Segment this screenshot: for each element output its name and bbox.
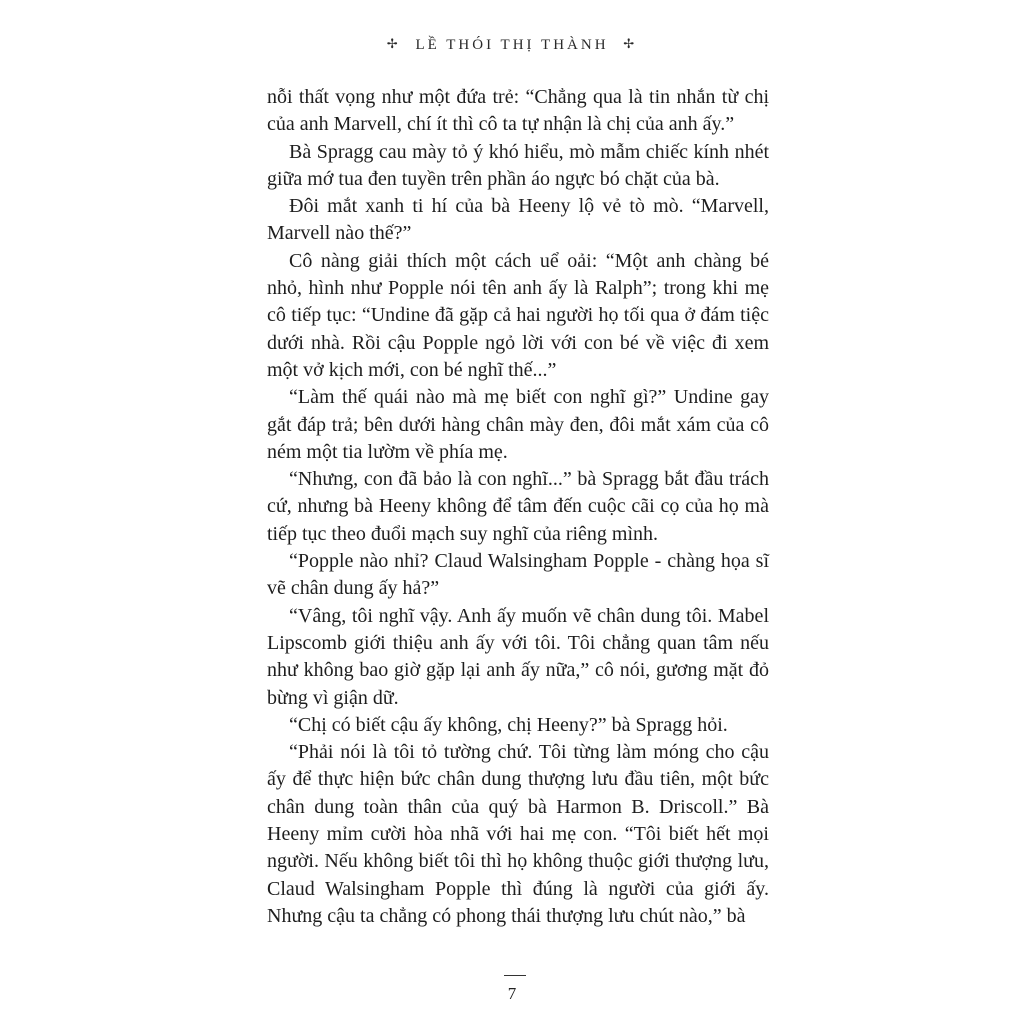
paragraph: “Nhưng, con đã bảo là con nghĩ...” bà Spragg bắt đầu trách cứ, nhưng bà Heeny không để tâm đến cuộc cãi cọ của họ mà tiếp tục theo đuổi mạch suy nghĩ của riêng mình. <box>267 468 769 545</box>
ornament-left-icon: ✢ <box>386 36 401 51</box>
paragraph: “Làm thế quái nào mà mẹ biết con nghĩ gì?” Undine gay gắt đáp trả; bên dưới hàng chân mày đen, đôi mắt xám của cô ném một tia lườm về phía mẹ. <box>267 386 769 463</box>
ornament-right-icon: ✢ <box>623 36 638 51</box>
page-number: 7 <box>507 984 517 1003</box>
paragraph: Cô nàng giải thích một cách uể oải: “Một anh chàng bé nhỏ, hình như Popple nói tên anh ấy là Ralph”; trong khi mẹ cô tiếp tục: “Undine đã gặp cả hai người họ tối qua ở đám tiệc dưới nhà. Rồi cậu Popple ngỏ lời với con bé về việc đi xem một vở kịch mới, con bé nghĩ thế...” <box>267 249 769 381</box>
book-title: LỀ THÓI THỊ THÀNH <box>415 37 609 53</box>
paragraph: “Popple nào nhỉ? Claud Walsingham Popple - chàng họa sĩ vẽ chân dung ấy hả?” <box>267 550 769 600</box>
paragraph: “Vâng, tôi nghĩ vậy. Anh ấy muốn vẽ chân dung tôi. Mabel Lipscomb giới thiệu anh ấy với tôi. Tôi chẳng quan tâm nếu như không bao giờ gặp lại anh ấy nữa,” cô nói, gương mặt đỏ bừng vì giận dữ. <box>267 604 769 709</box>
body-text <box>267 84 769 930</box>
footer-rule <box>504 975 526 976</box>
paragraph: Bà Spragg cau mày tỏ ý khó hiểu, mò mẫm chiếc kính nhét giữa mớ tua đen tuyền trên phần áo ngực bó chặt của bà. <box>267 140 769 190</box>
paragraph: nỗi thất vọng như một đứa trẻ: “Chẳng qua là tin nhắn từ chị của anh Marvell, chí ít thì cô ta tự nhận là chị của anh ấy.” <box>267 86 769 136</box>
paragraph: “Phải nói là tôi tỏ tường chứ. Tôi từng làm móng cho cậu ấy để thực hiện bức chân dung thượng lưu đầu tiên, một bức chân dung toàn thân của quý bà Harmon B. Driscoll.” Bà Heeny mỉm cười hòa nhã với hai mẹ con. “Tôi biết hết mọi người. Nếu không biết tôi thì họ không thuộc giới thượng lưu, Claud Walsingham Popple thì đúng là người của giới ấy. Nhưng cậu ta chẳng có phong thái thượng lưu chút nào,” bà <box>267 741 769 927</box>
running-header <box>0 36 1024 54</box>
paragraph: “Chị có biết cậu ấy không, chị Heeny?” bà Spragg hỏi. <box>289 713 728 736</box>
paragraph: Đôi mắt xanh ti hí của bà Heeny lộ vẻ tò mò. “Marvell, Marvell nào thế?” <box>267 195 769 245</box>
